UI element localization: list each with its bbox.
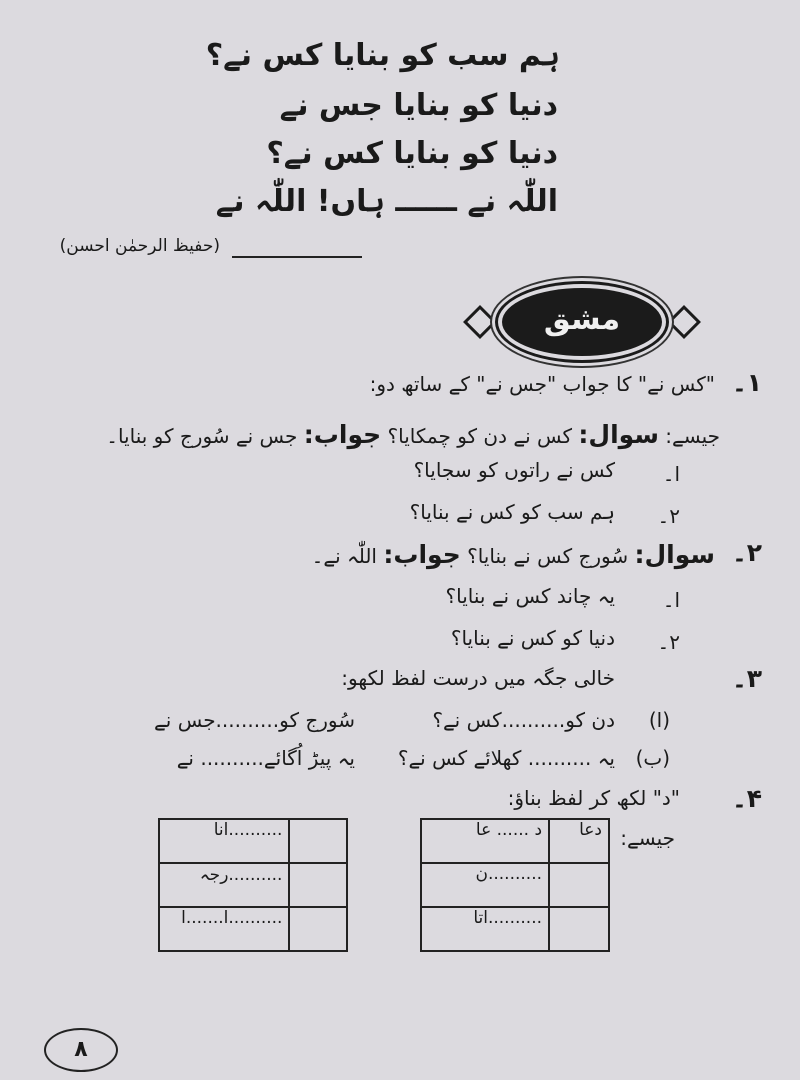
- q2-item-2-text: دنیا کو کس نے بنایا؟: [450, 626, 615, 650]
- q1-number: ۱۔: [732, 368, 762, 397]
- q2-item-1-num: ا۔: [662, 588, 680, 612]
- q3-b-left: یہ .......... کھلائے کس نے؟: [397, 746, 615, 770]
- table-cell[interactable]: ..........ا.......ا: [159, 907, 289, 951]
- q4-left-table: [158, 818, 348, 952]
- table-row: [421, 907, 609, 951]
- table-cell[interactable]: [549, 863, 609, 907]
- q3-a-left: دن کو..........کس نے؟: [432, 708, 615, 732]
- q2-item-2-num: ۲۔: [657, 630, 680, 654]
- q2-example: [312, 540, 715, 569]
- q1-jawab-label: جواب:: [303, 420, 382, 449]
- poem-attribution: (حفیظ الرحمٰن احسن): [59, 236, 220, 256]
- q2-item-1-text: یہ چاند کس نے بنایا؟: [445, 584, 615, 608]
- table-row: [159, 819, 347, 863]
- table-cell[interactable]: ..........ن: [421, 863, 549, 907]
- table-cell[interactable]: د ...... عا: [421, 819, 549, 863]
- table-cell[interactable]: [289, 819, 347, 863]
- q1-item-1-num: ا۔: [662, 462, 680, 486]
- q3-a-right: سُورج کو..........جس نے: [154, 708, 355, 732]
- q1-example: [106, 420, 720, 449]
- q3-b-right: یہ پیڑ اُگائے.......... نے: [176, 746, 355, 770]
- q1-jawab-text: جس نے سُورج کو بنایا۔: [106, 424, 298, 448]
- poem-line-3: دنیا کو بنایا کس نے؟: [266, 136, 558, 171]
- q2-jawab-text: اللّٰہ نے۔: [311, 544, 377, 568]
- exercise-title: مشق: [543, 302, 621, 337]
- poem-line-4: اللّٰہ نے ــــــ ہاں! اللّٰہ نے: [215, 184, 558, 219]
- q1-item-2-text: ہم سب کو کس نے بنایا؟: [409, 500, 615, 524]
- q3-b-label: (ب): [635, 746, 670, 770]
- q1-item-2-num: ۲۔: [657, 504, 680, 528]
- q1-sawal-label: سوال:: [578, 420, 659, 449]
- table-row: [421, 819, 609, 863]
- poem-line-2: دنیا کو بنایا جس نے: [279, 88, 558, 123]
- table-cell[interactable]: دعا: [549, 819, 609, 863]
- q4-number: ۴۔: [732, 784, 762, 813]
- q2-sawal-label: سوال:: [634, 540, 715, 569]
- exercise-banner: [462, 280, 702, 365]
- q4-right-table: [420, 818, 610, 952]
- poem-line-1: ہم سب کو بنایا کس نے؟: [205, 38, 560, 73]
- table-row: [159, 907, 347, 951]
- q2-jawab-label: جواب:: [383, 540, 461, 569]
- table-cell[interactable]: [289, 907, 347, 951]
- attribution-rule: [232, 256, 362, 258]
- table-cell[interactable]: [289, 863, 347, 907]
- q3-number: ۳۔: [732, 664, 762, 693]
- table-cell[interactable]: ..........انا: [159, 819, 289, 863]
- q1-instruction: "کس نے" کا جواب "جس نے" کے ساتھ دو:: [369, 372, 715, 396]
- table-cell[interactable]: [549, 907, 609, 951]
- table-cell[interactable]: ..........اتا: [421, 907, 549, 951]
- q1-example-prefix: جیسے:: [665, 424, 720, 448]
- page-number: ۸: [44, 1028, 118, 1072]
- table-cell[interactable]: ..........رجہ: [159, 863, 289, 907]
- table-row: [421, 863, 609, 907]
- q4-example-prefix: جیسے:: [620, 826, 675, 850]
- q1-sawal-text: کس نے دن کو چمکایا؟: [387, 424, 573, 448]
- q3-a-label: (ا): [648, 708, 670, 732]
- q1-item-1-text: کس نے راتوں کو سجایا؟: [413, 458, 615, 482]
- q2-number: ۲۔: [732, 538, 762, 567]
- table-row: [159, 863, 347, 907]
- q4-instruction: "د" لکھ کر لفظ بناؤ:: [507, 786, 680, 810]
- q2-sawal-text: سُورج کس نے بنایا؟: [467, 544, 629, 568]
- q3-instruction: خالی جگہ میں درست لفظ لکھو:: [341, 666, 615, 690]
